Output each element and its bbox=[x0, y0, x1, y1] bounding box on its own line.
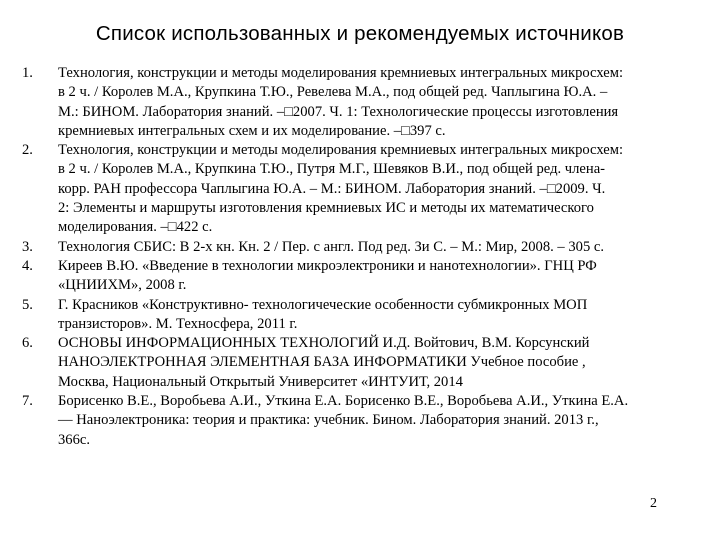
reference-text bbox=[58, 296, 698, 335]
reference-line: Киреев В.Ю. «Введение в технологии микроэлектроники и нанотехнологии». ГНЦ РФ bbox=[58, 257, 597, 274]
reference-line: Технология, конструкции и методы моделирования кремниевых интегральных микросхем: bbox=[58, 65, 624, 81]
reference-line: Г. Красников «Конструктивно- технологичеческие особенности субмикронных МОП bbox=[58, 296, 588, 313]
reference-line: кремниевых интегральных схем и их моделирование. –□397 с. bbox=[58, 122, 446, 139]
reference-item-2 bbox=[22, 141, 698, 237]
reference-number: 1. bbox=[22, 65, 33, 81]
reference-line: Технология СБИС: В 2-х кн. Кн. 2 / Пер. с англ. Под ред. Зи С. – М.: Мир, 2008. – 305 с. bbox=[58, 238, 605, 255]
reference-number: 6. bbox=[22, 335, 33, 352]
reference-item-1 bbox=[22, 64, 698, 141]
reference-item-7 bbox=[22, 392, 698, 450]
reference-line: в 2 ч. / Королев М.А., Крупкина Т.Ю., Путря М.Г., Шевяков В.И., под общей ред. члена- bbox=[58, 161, 606, 178]
reference-line: Борисенко В.Е., Воробьева А.И., Уткина Е.А. Борисенко В.Е., Воробьева А.И., Уткина Е.А. bbox=[58, 393, 629, 410]
reference-line: 366с. bbox=[58, 431, 91, 448]
reference-line: Технология, конструкции и методы моделирования кремниевых интегральных микросхем: bbox=[58, 142, 624, 159]
page-number: 2 bbox=[650, 496, 657, 511]
reference-text bbox=[58, 141, 698, 237]
reference-number: 5. bbox=[22, 296, 33, 313]
reference-number: 3. bbox=[22, 238, 33, 255]
reference-line: ОСНОВЫ ИНФОРМАЦИОННЫХ ТЕХНОЛОГИЙ И.Д. Войтович, В.М. Корсунский bbox=[58, 335, 590, 352]
reference-line: М.: БИНОМ. Лаборатория знаний. –□2007. Ч. 1: Технологические процессы изготовления bbox=[58, 103, 619, 120]
reference-line: Москва, Национальный Открытый Университет «ИНТУИТ, 2014 bbox=[58, 373, 463, 390]
reference-number: 7. bbox=[22, 393, 33, 410]
reference-item-5 bbox=[22, 296, 698, 335]
reference-number: 4. bbox=[22, 257, 33, 274]
reference-text bbox=[58, 238, 698, 257]
reference-line: в 2 ч. / Королев М.А., Крупкина Т.Ю., Ревелева М.А., под общей ред. Чаплыгина Ю.А. – bbox=[58, 84, 608, 101]
reference-text bbox=[58, 334, 698, 392]
reference-number: 2. bbox=[22, 142, 33, 159]
reference-line: корр. РАН профессора Чаплыгина Ю.А. – М.: БИНОМ. Лаборатория знаний. –□2009. Ч. bbox=[58, 180, 606, 197]
reference-line: 2: Элементы и маршруты изготовления кремниевых ИС и методы их математического bbox=[58, 200, 594, 217]
reference-text bbox=[58, 392, 698, 450]
reference-item-4 bbox=[22, 257, 698, 296]
reference-item-3 bbox=[22, 238, 698, 257]
reference-line: НАНОЭЛЕКТРОННАЯ ЭЛЕМЕНТНАЯ БАЗА ИНФОРМАТИКИ Учебное пособие , bbox=[58, 354, 586, 371]
reference-item-6 bbox=[22, 334, 698, 392]
reference-line: — Наноэлектроника: теория и практика: учебник. Бином. Лаборатория знаний. 2013 г., bbox=[58, 412, 599, 429]
reference-line: моделирования. –□422 с. bbox=[58, 219, 213, 236]
page-title: Список использованных и рекомендуемых источников bbox=[95, 22, 625, 45]
reference-list bbox=[22, 64, 698, 450]
reference-line: «ЦНИИХМ», 2008 г. bbox=[58, 277, 187, 294]
reference-line: транзисторов». М. Техносфера, 2011 г. bbox=[58, 315, 298, 332]
reference-text bbox=[58, 64, 698, 141]
reference-text bbox=[58, 257, 698, 296]
